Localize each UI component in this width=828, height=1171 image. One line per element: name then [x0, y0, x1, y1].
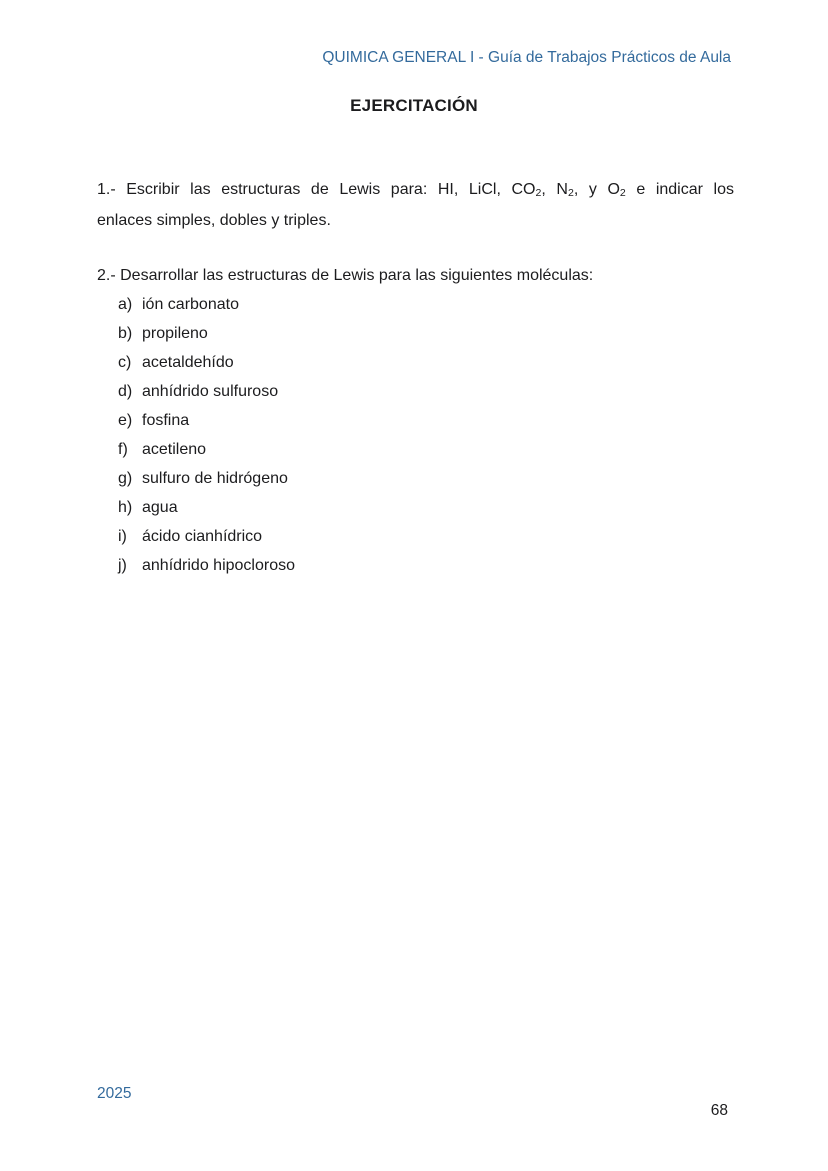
list-item [118, 319, 295, 348]
exercise-2-list [118, 290, 295, 580]
list-item-label: g) [118, 470, 133, 487]
exercise-2-intro: 2.- Desarrollar las estructuras de Lewis para las siguientes moléculas: [97, 267, 594, 284]
exercise-1-line-2: enlaces simples, dobles y triples. [97, 212, 331, 229]
list-item-text: agua [142, 499, 178, 516]
list-item-label: d) [118, 383, 133, 400]
list-item-label: b) [118, 325, 133, 342]
list-item [118, 406, 295, 435]
running-header: QUIMICA GENERAL I - Guía de Trabajos Prácticos de Aula [322, 49, 731, 66]
list-item [118, 522, 295, 551]
list-item-label: f) [118, 441, 128, 458]
list-item-label: e) [118, 412, 133, 429]
list-item-label: a) [118, 296, 133, 313]
list-item [118, 377, 295, 406]
list-item-text: fosfina [142, 412, 190, 429]
list-item-text: anhídrido sulfuroso [142, 383, 279, 400]
list-item-label: h) [118, 499, 133, 516]
list-item-text: propileno [142, 325, 208, 342]
list-item-text: ácido cianhídrico [142, 528, 263, 545]
list-item-text: ión carbonato [142, 296, 239, 313]
list-item-text: acetaldehído [142, 354, 234, 371]
list-item [118, 435, 295, 464]
exercise-1-line-1: 1.- Escribir las estructuras de Lewis para: HI, LiCl, $CO_2$, $N_2$, y $O_2$ e indicar los [97, 181, 735, 199]
list-item-label: j) [118, 557, 127, 574]
exercise-1-paragraph [97, 174, 734, 236]
list-item-text: acetileno [142, 441, 207, 458]
list-item-text: sulfuro de hidrógeno [142, 470, 288, 487]
list-item [118, 551, 295, 580]
footer-year: 2025 [97, 1085, 132, 1102]
list-item-text: anhídrido hipocloroso [142, 557, 295, 574]
page-number: 68 [710, 1102, 728, 1119]
list-item [118, 348, 295, 377]
list-item-label: i) [118, 528, 127, 545]
list-item [118, 464, 295, 493]
page-title: EJERCITACIÓN [350, 96, 478, 115]
list-item [118, 290, 295, 319]
list-item-label: c) [118, 354, 132, 371]
list-item [118, 493, 295, 522]
